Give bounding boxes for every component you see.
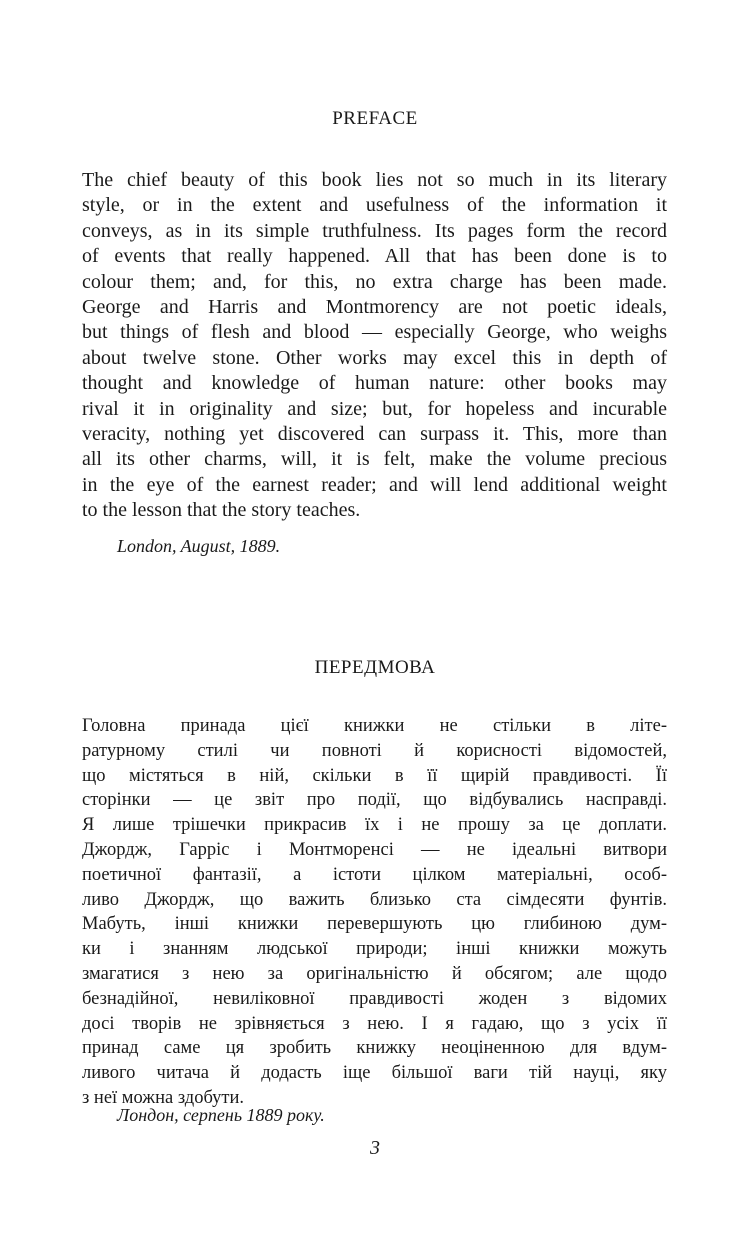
text-line: colour them; and, for this, no extra charge has been made. <box>82 270 667 293</box>
text-line: Головна принада цієї книжки не стільки в літе- <box>82 716 667 736</box>
text-line: about twelve stone. Other works may excel this in depth of <box>82 346 667 369</box>
text-line: змагатися з нею за оригінальністю й обсягом; але щодо <box>82 963 667 984</box>
text-line: безнадійної, невиліковної правдивості жоден з відомих <box>82 988 667 1009</box>
text-line: in the eye of the earnest reader; and will lend additional weight <box>82 473 667 496</box>
text-line: Мабуть, інші книжки перевершують цю глибиною дум- <box>82 914 667 935</box>
text-line: Джордж, Гарріс і Монтморенсі — не ідеальні витвори <box>82 839 667 860</box>
text-line: досі творів не зрівняється з нею. І я гадаю, що з усіх її <box>82 1013 667 1034</box>
text-line: The chief beauty of this book lies not so much in its literary <box>82 169 667 191</box>
page-number: 3 <box>370 1137 380 1159</box>
preface-paragraph-english <box>82 168 667 523</box>
text-line: з неї можна здобути. <box>82 1087 245 1108</box>
text-line: Я лише трішечки прикрасив їх і не прошу за це доплати. <box>82 815 667 836</box>
text-line: but things of flesh and blood — especially George, who weighs <box>82 321 667 344</box>
text-line: George and Harris and Montmorency are not poetic ideals, <box>82 295 667 318</box>
text-line: to the lesson that the story teaches. <box>82 499 361 522</box>
text-line: all its other charms, will, it is felt, make the volume precious <box>82 448 667 471</box>
text-line: ливо Джордж, що важить близько ста сімдесяти фунтів. <box>82 889 667 910</box>
text-line: що містяться в ній, скільки в її щирій правдивості. Її <box>82 765 667 786</box>
text-line: rival it in originality and size; but, for hopeless and incurable <box>82 397 667 420</box>
text-line: of events that really happened. All that has been done is to <box>82 245 667 268</box>
text-line: thought and knowledge of human nature: other books may <box>82 372 667 395</box>
text-line: ки і знанням людської природи; інші книжки можуть <box>82 939 667 960</box>
text-line: ливого читача й додасть іще більшої ваги тій науці, яку <box>82 1063 667 1084</box>
preface-title-english: PREFACE <box>332 108 418 129</box>
text-line: ратурному стилі чи повноті й корисності відомостей, <box>82 740 667 761</box>
signature-ukrainian: Лондон, серпень 1889 року. <box>117 1105 325 1125</box>
text-line: принад саме ця зробить книжку неоціненною для вдум- <box>82 1038 667 1059</box>
text-line: поетичної фантазії, а істоти цілком матеріальні, особ- <box>82 864 667 885</box>
text-line: conveys, as in its simple truthfulness. Its pages form the record <box>82 219 667 242</box>
signature-english: London, August, 1889. <box>117 536 281 556</box>
text-line: veracity, nothing yet discovered can surpass it. This, more than <box>82 422 667 445</box>
text-line: сторінки — це звіт про події, що відбувались насправді. <box>82 790 667 811</box>
text-line: style, or in the extent and usefulness of the information it <box>82 194 667 217</box>
preface-title-ukrainian: ПЕРЕДМОВА <box>314 657 436 678</box>
preface-paragraph-ukrainian <box>82 714 667 1111</box>
